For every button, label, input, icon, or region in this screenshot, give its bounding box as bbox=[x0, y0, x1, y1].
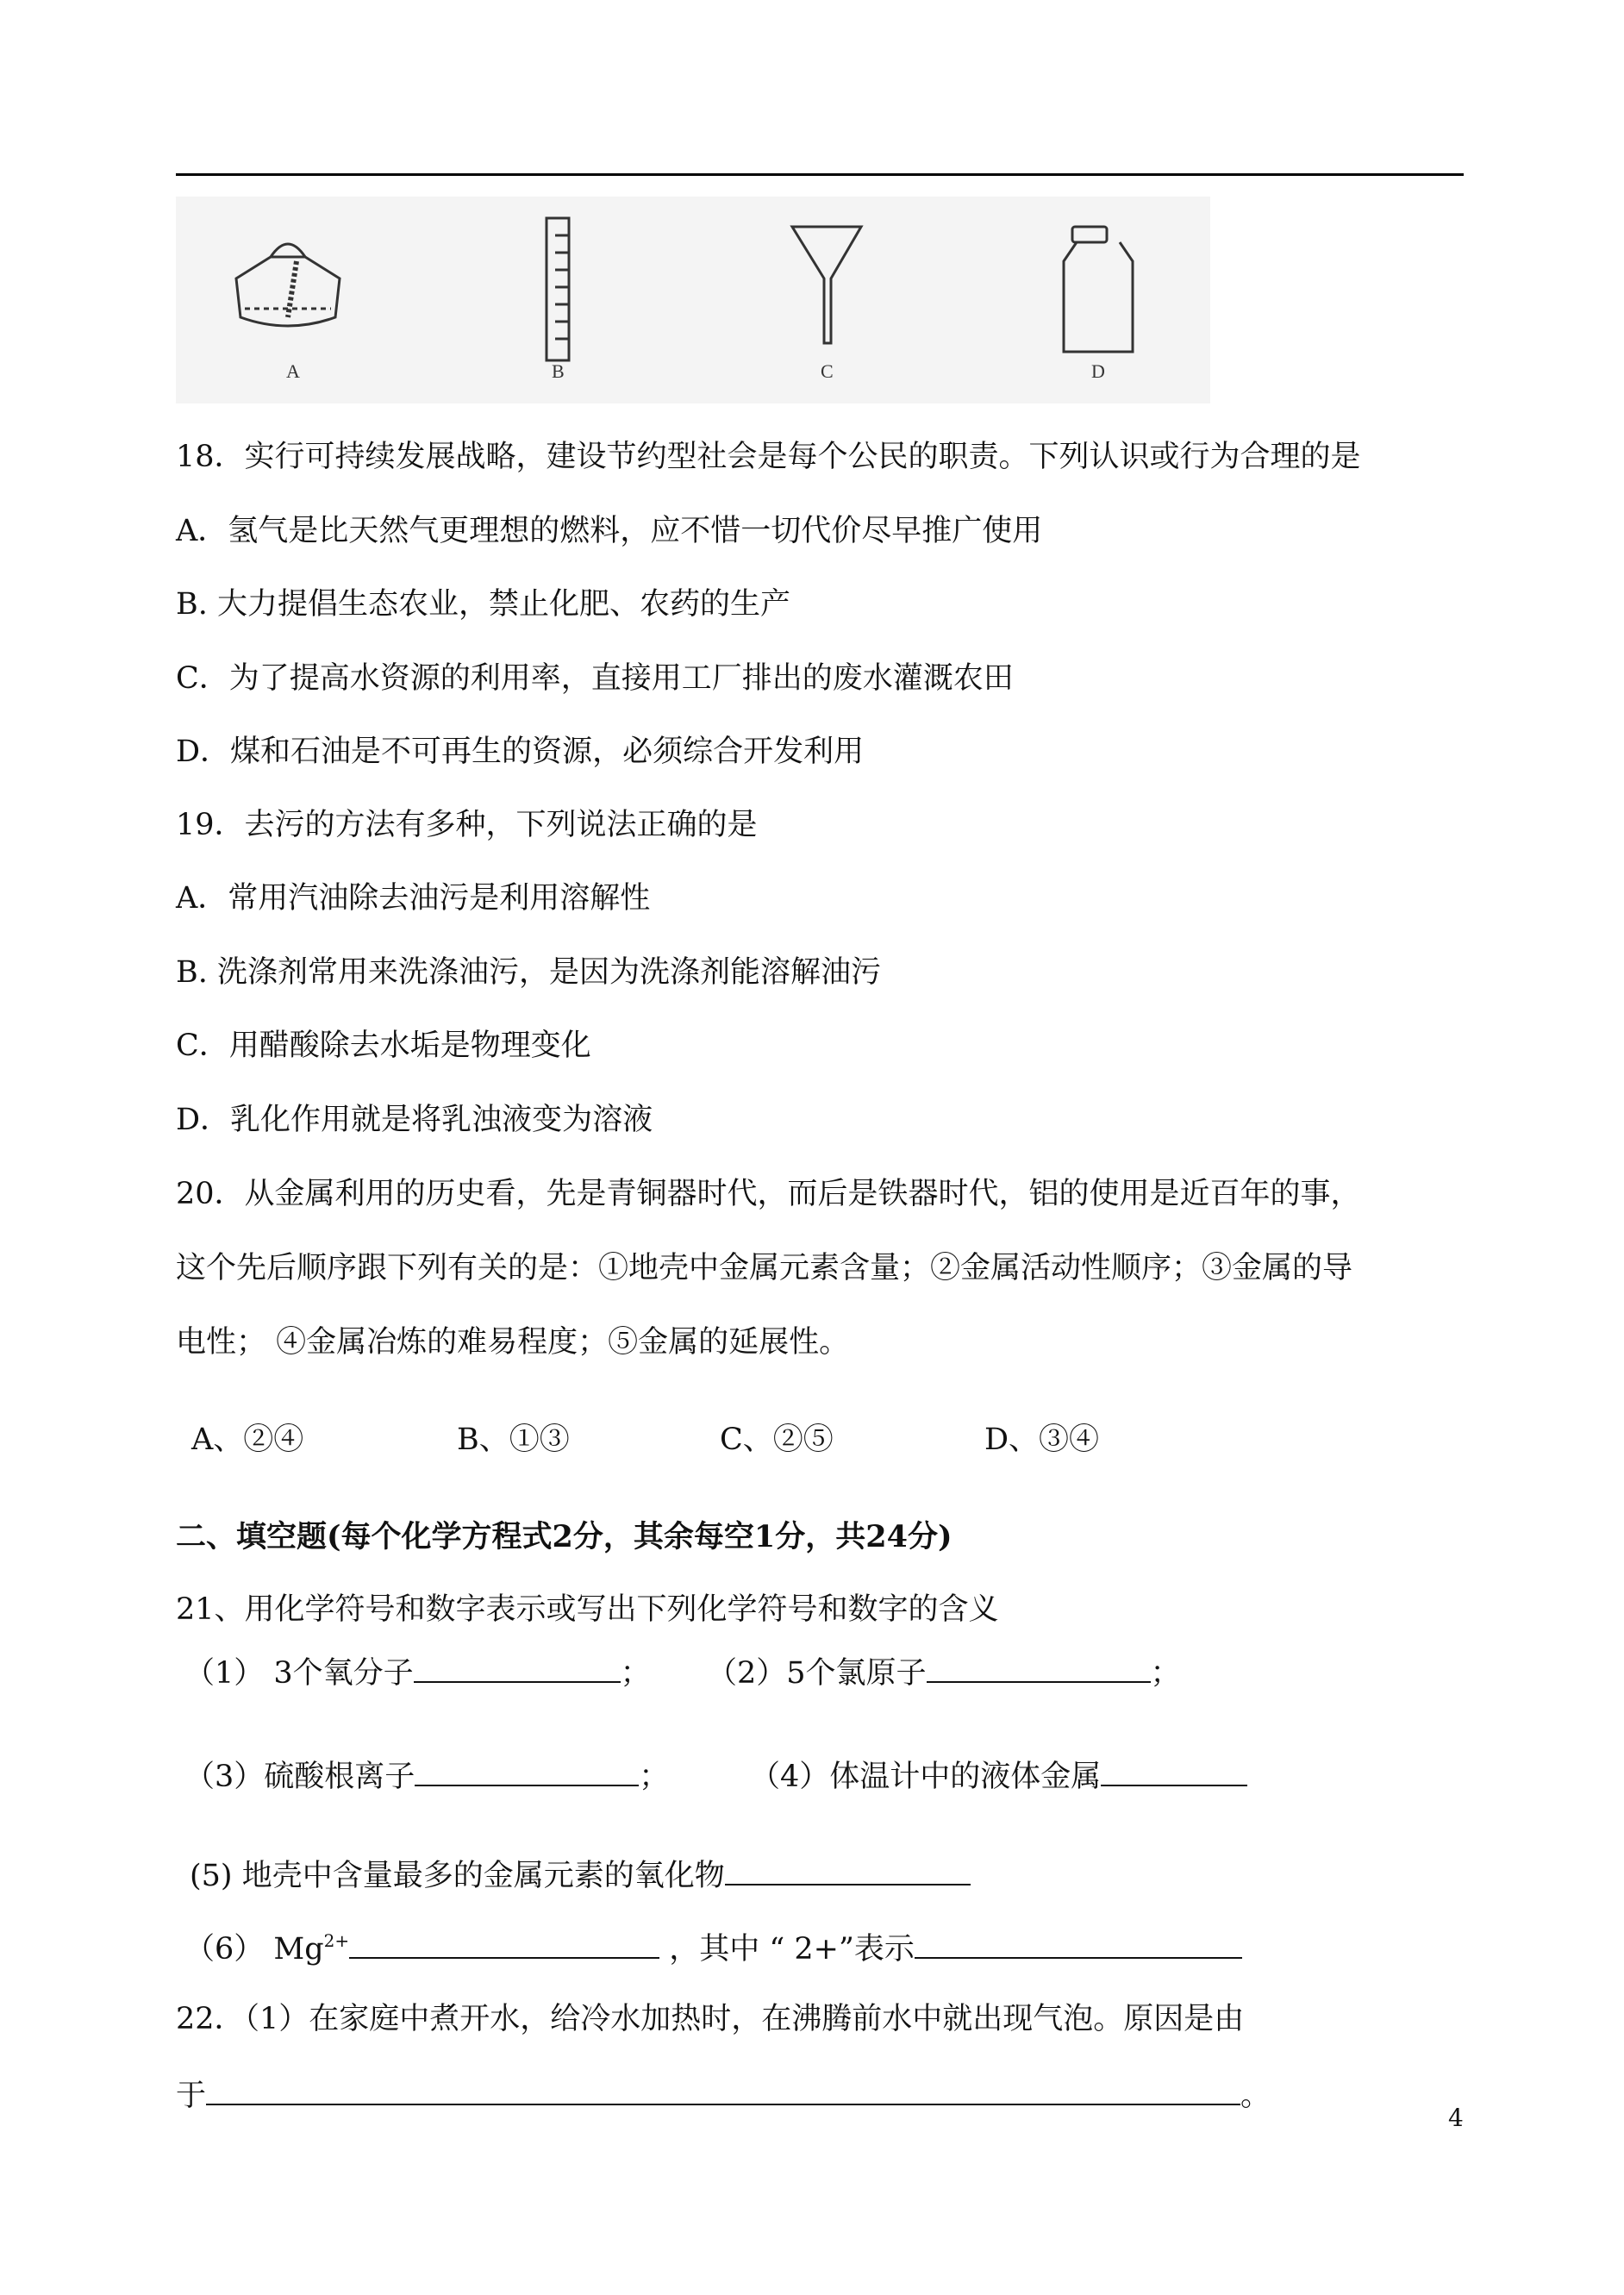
q21-item-4 bbox=[750, 1759, 1247, 1792]
q21-item-2-end: ； bbox=[1150, 1656, 1181, 1691]
label-b: B bbox=[552, 360, 565, 382]
page-number: 4 bbox=[1448, 2104, 1464, 2132]
q21-item-4-blank[interactable] bbox=[1101, 1759, 1247, 1786]
q19-option-b: B. 洗涤剂常用来洗涤油污，是因为洗涤剂能溶解油污 bbox=[176, 955, 881, 990]
q21-item-2 bbox=[707, 1655, 1181, 1689]
q20-option-d: D、③④ bbox=[984, 1423, 1100, 1457]
q21-item-1-end: ； bbox=[620, 1656, 651, 1691]
q21-item-5 bbox=[190, 1858, 971, 1892]
q19-option-c: C．用醋酸除去水垢是物理变化 bbox=[176, 1029, 591, 1063]
q19-option-a: A．常用汽油除去油污是利用溶解性 bbox=[176, 881, 651, 916]
q21-item-6-blank-2[interactable] bbox=[915, 1931, 1242, 1959]
label-d: D bbox=[1091, 360, 1105, 382]
section-2-heading: 二、填空题(每个化学方程式2分，其余每空1分，共24分) bbox=[176, 1519, 953, 1554]
q21-item-1 bbox=[184, 1655, 651, 1689]
q21-item-2-blank[interactable] bbox=[927, 1655, 1151, 1683]
q21-item-3-label: （3）硫酸根离子 bbox=[184, 1760, 415, 1794]
q21-item-3-end: ； bbox=[639, 1760, 670, 1794]
q21-item-6-charge: 2+ bbox=[323, 1930, 350, 1951]
q22-line-2-prefix: 于 bbox=[176, 2079, 207, 2113]
apparatus-illustration bbox=[176, 197, 1210, 403]
q21-item-3-blank[interactable] bbox=[415, 1759, 639, 1786]
q20-option-a: A、②④ bbox=[191, 1423, 304, 1457]
label-c: C bbox=[821, 360, 834, 382]
q21-item-5-blank[interactable] bbox=[725, 1858, 971, 1885]
apparatus-figure bbox=[176, 197, 1210, 403]
header-rule bbox=[176, 173, 1464, 176]
q21-item-6 bbox=[184, 1931, 1242, 1965]
q21-item-1-label: （1） 3个氧分子 bbox=[184, 1656, 414, 1691]
q22-answer-blank[interactable] bbox=[206, 2078, 1240, 2105]
q20-option-b: B、①③ bbox=[457, 1423, 570, 1457]
q20-stem-line-3: 电性； ④金属冶炼的难易程度；⑤金属的延展性。 bbox=[176, 1325, 850, 1360]
q18-option-b: B. 大力提倡生态农业，禁止化肥、农药的生产 bbox=[176, 587, 790, 622]
q21-item-6-mid: ，其中 “ 2+”表示 bbox=[669, 1932, 915, 1967]
q18-option-d: D．煤和石油是不可再生的资源，必须综合开发利用 bbox=[176, 735, 865, 769]
q21-item-1-blank[interactable] bbox=[414, 1655, 621, 1683]
q18-option-c: C．为了提高水资源的利用率，直接用工厂排出的废水灌溉农田 bbox=[176, 661, 1014, 696]
q21-item-2-label: （2）5个氯原子 bbox=[707, 1656, 927, 1691]
q21-item-6-blank-1[interactable] bbox=[349, 1931, 659, 1959]
q22-line-2 bbox=[176, 2078, 1271, 2111]
q21-item-5-label: (5) 地壳中含量最多的金属元素的氧化物 bbox=[190, 1859, 725, 1893]
label-a: A bbox=[286, 360, 300, 382]
q20-stem-line-1: 20．从金属利用的历史看，先是青铜器时代，而后是铁器时代，铝的使用是近百年的事， bbox=[176, 1177, 1361, 1211]
q19-option-d: D．乳化作用就是将乳浊液变为溶液 bbox=[176, 1103, 653, 1137]
q19-stem: 19．去污的方法有多种，下列说法正确的是 bbox=[176, 808, 758, 842]
q18-stem: 18．实行可持续发展战略，建设节约型社会是每个公民的职责。下列认识或行为合理的是 bbox=[176, 440, 1361, 474]
q21-item-6-prefix: （6） Mg bbox=[184, 1932, 324, 1967]
q21-item-3 bbox=[184, 1759, 669, 1792]
q22-line-2-end: 。 bbox=[1240, 2079, 1271, 2113]
q21-item-4-label: （4）体温计中的液体金属 bbox=[750, 1760, 1102, 1794]
q21-stem: 21、用化学符号和数字表示或写出下列化学符号和数字的含义 bbox=[176, 1592, 999, 1627]
q22-line-1: 22．（1）在家庭中煮开水，给冷水加热时，在沸腾前水中就出现气泡。原因是由 bbox=[176, 2002, 1245, 2036]
q20-stem-line-2: 这个先后顺序跟下列有关的是：①地壳中金属元素含量；②金属活动性顺序；③金属的导 bbox=[176, 1251, 1353, 1285]
q20-option-c: C、②⑤ bbox=[720, 1423, 834, 1457]
q18-option-a: A．氢气是比天然气更理想的燃料，应不惜一切代价尽早推广使用 bbox=[176, 514, 1043, 548]
